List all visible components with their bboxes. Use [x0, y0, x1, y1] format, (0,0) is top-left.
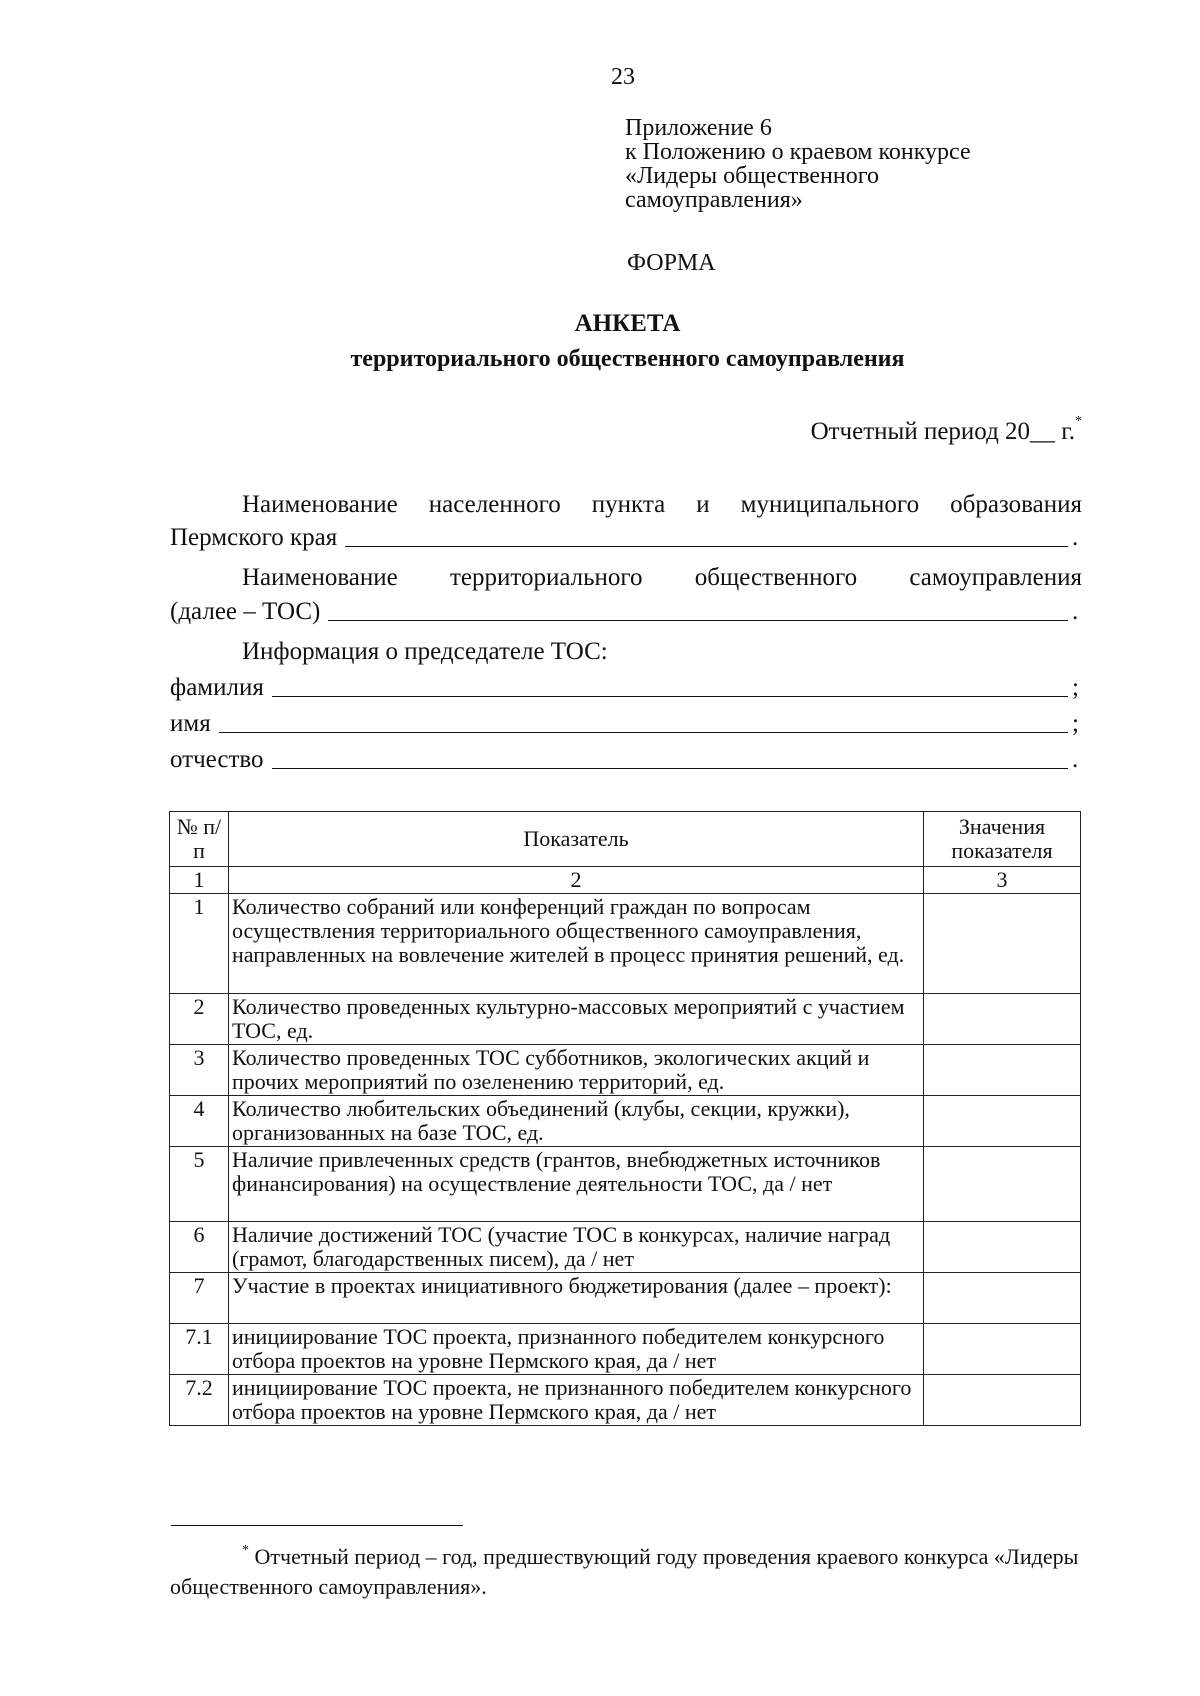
- name-field[interactable]: [170, 708, 1082, 738]
- name-blank[interactable]: [219, 731, 1068, 733]
- column-number-row: [170, 867, 1081, 894]
- field-end-mark: ;: [1072, 710, 1079, 737]
- row-num: 7: [170, 1273, 229, 1324]
- settlement-field[interactable]: [170, 522, 1082, 552]
- row-indicator: инициирование ТОС проекта, не признанного победителем конкурсного отбора проектов на уровне Пермского края, да / нет: [229, 1375, 924, 1426]
- row-indicator: Участие в проектах инициативного бюджетирования (далее – проект):: [229, 1273, 924, 1324]
- field-end-mark: .: [1072, 598, 1079, 625]
- surname-blank[interactable]: [272, 695, 1068, 697]
- table-header-row: [170, 812, 1081, 867]
- indicators-table: [169, 811, 1081, 1426]
- appendix-line: «Лидеры общественного: [625, 163, 879, 189]
- table-row: [170, 1147, 1081, 1222]
- patronymic-field[interactable]: [170, 744, 1082, 774]
- row-indicator: инициирование ТОС проекта, признанного победителем конкурсного отбора проектов на уровне Пермского края, да / нет: [229, 1324, 924, 1375]
- column-number: 1: [170, 867, 229, 894]
- row-value-cell[interactable]: [924, 994, 1081, 1045]
- reporting-period-text: Отчетный период 20__ г.: [810, 418, 1075, 445]
- row-indicator: Количество проведенных культурно-массовых мероприятий с участием ТОС, ед.: [229, 994, 924, 1045]
- row-indicator: Количество собраний или конференций граждан по вопросам осуществления территориального общественного самоуправления, направленных на вовлечение жителей в процесс принятия решений, ед.: [229, 894, 924, 994]
- header-indicator: Показатель: [229, 812, 924, 867]
- header-num: № п/п: [170, 812, 229, 867]
- row-num: 6: [170, 1222, 229, 1273]
- row-indicator: Наличие привлеченных средств (грантов, внебюджетных источников финансирования) на осуществление деятельности ТОС, да / нет: [229, 1147, 924, 1222]
- table-row: [170, 1375, 1081, 1426]
- row-value-cell[interactable]: [924, 1147, 1081, 1222]
- column-number: 2: [229, 867, 924, 894]
- patronymic-blank[interactable]: [272, 767, 1068, 769]
- field-end-mark: .: [1072, 746, 1079, 773]
- document-title: АНКЕТА: [574, 310, 681, 337]
- footnote-marker: *: [1075, 414, 1082, 429]
- row-value-cell[interactable]: [924, 1045, 1081, 1096]
- settlement-intro: Наименование населенного пункта и муниципального образования: [242, 491, 1082, 518]
- tos-label: (далее – ТОС): [170, 598, 321, 625]
- settlement-label: Пермского края: [170, 524, 338, 551]
- name-label: имя: [170, 710, 211, 737]
- page-number: 23: [611, 64, 635, 90]
- row-num: 1: [170, 894, 229, 994]
- reporting-period: [811, 414, 1082, 446]
- row-value-cell[interactable]: [924, 1375, 1081, 1426]
- row-indicator: Количество проведенных ТОС субботников, экологических акций и прочих мероприятий по озеленению территорий, ед.: [229, 1045, 924, 1096]
- row-indicator: Наличие достижений ТОС (участие ТОС в конкурсах, наличие наград (грамот, благодарственных писем), да / нет: [229, 1222, 924, 1273]
- row-num: 3: [170, 1045, 229, 1096]
- row-num: 5: [170, 1147, 229, 1222]
- patronymic-label: отчество: [170, 746, 264, 773]
- row-indicator: Количество любительских объединений (клубы, секции, кружки), организованных на базе ТОС, ед.: [229, 1096, 924, 1147]
- settlement-blank[interactable]: [345, 545, 1068, 547]
- row-value-cell[interactable]: [924, 1222, 1081, 1273]
- row-value-cell[interactable]: [924, 1096, 1081, 1147]
- appendix-line: Приложение 6: [625, 115, 772, 141]
- table-row: [170, 894, 1081, 994]
- field-end-mark: ;: [1072, 674, 1079, 701]
- footnote-mark: *: [242, 1543, 249, 1558]
- appendix-line: к Положению о краевом конкурсе: [625, 139, 971, 165]
- row-value-cell[interactable]: [924, 1324, 1081, 1375]
- appendix-reference: [625, 116, 971, 212]
- row-num: 7.2: [170, 1375, 229, 1426]
- row-num: 7.1: [170, 1324, 229, 1375]
- row-num: 2: [170, 994, 229, 1045]
- table-row: [170, 1045, 1081, 1096]
- form-label: ФОРМА: [627, 250, 716, 276]
- document-subtitle: территориального общественного самоуправления: [350, 346, 905, 372]
- tos-intro: Наименование территориального общественного самоуправления: [242, 564, 1082, 591]
- table-row: [170, 1273, 1081, 1324]
- surname-label: фамилия: [170, 674, 264, 701]
- column-number: 3: [924, 867, 1081, 894]
- footnote: [170, 1536, 1086, 1602]
- table-row: [170, 994, 1081, 1045]
- footnote-text: Отчетный период – год, предшествующий году проведения краевого конкурса «Лидеры общественного самоуправления».: [170, 1544, 1079, 1599]
- table-row: [170, 1222, 1081, 1273]
- field-end-mark: .: [1072, 524, 1079, 551]
- footnote-divider: [171, 1525, 463, 1526]
- row-value-cell[interactable]: [924, 1273, 1081, 1324]
- header-value: Значения показателя: [924, 812, 1081, 867]
- row-value-cell[interactable]: [924, 894, 1081, 994]
- table-row: [170, 1096, 1081, 1147]
- appendix-line: самоуправления»: [625, 187, 803, 213]
- row-num: 4: [170, 1096, 229, 1147]
- chair-intro: Информация о председателе ТОС:: [242, 638, 608, 665]
- tos-name-blank[interactable]: [328, 619, 1068, 621]
- table-row: [170, 1324, 1081, 1375]
- surname-field[interactable]: [170, 672, 1082, 702]
- tos-name-field[interactable]: [170, 596, 1082, 626]
